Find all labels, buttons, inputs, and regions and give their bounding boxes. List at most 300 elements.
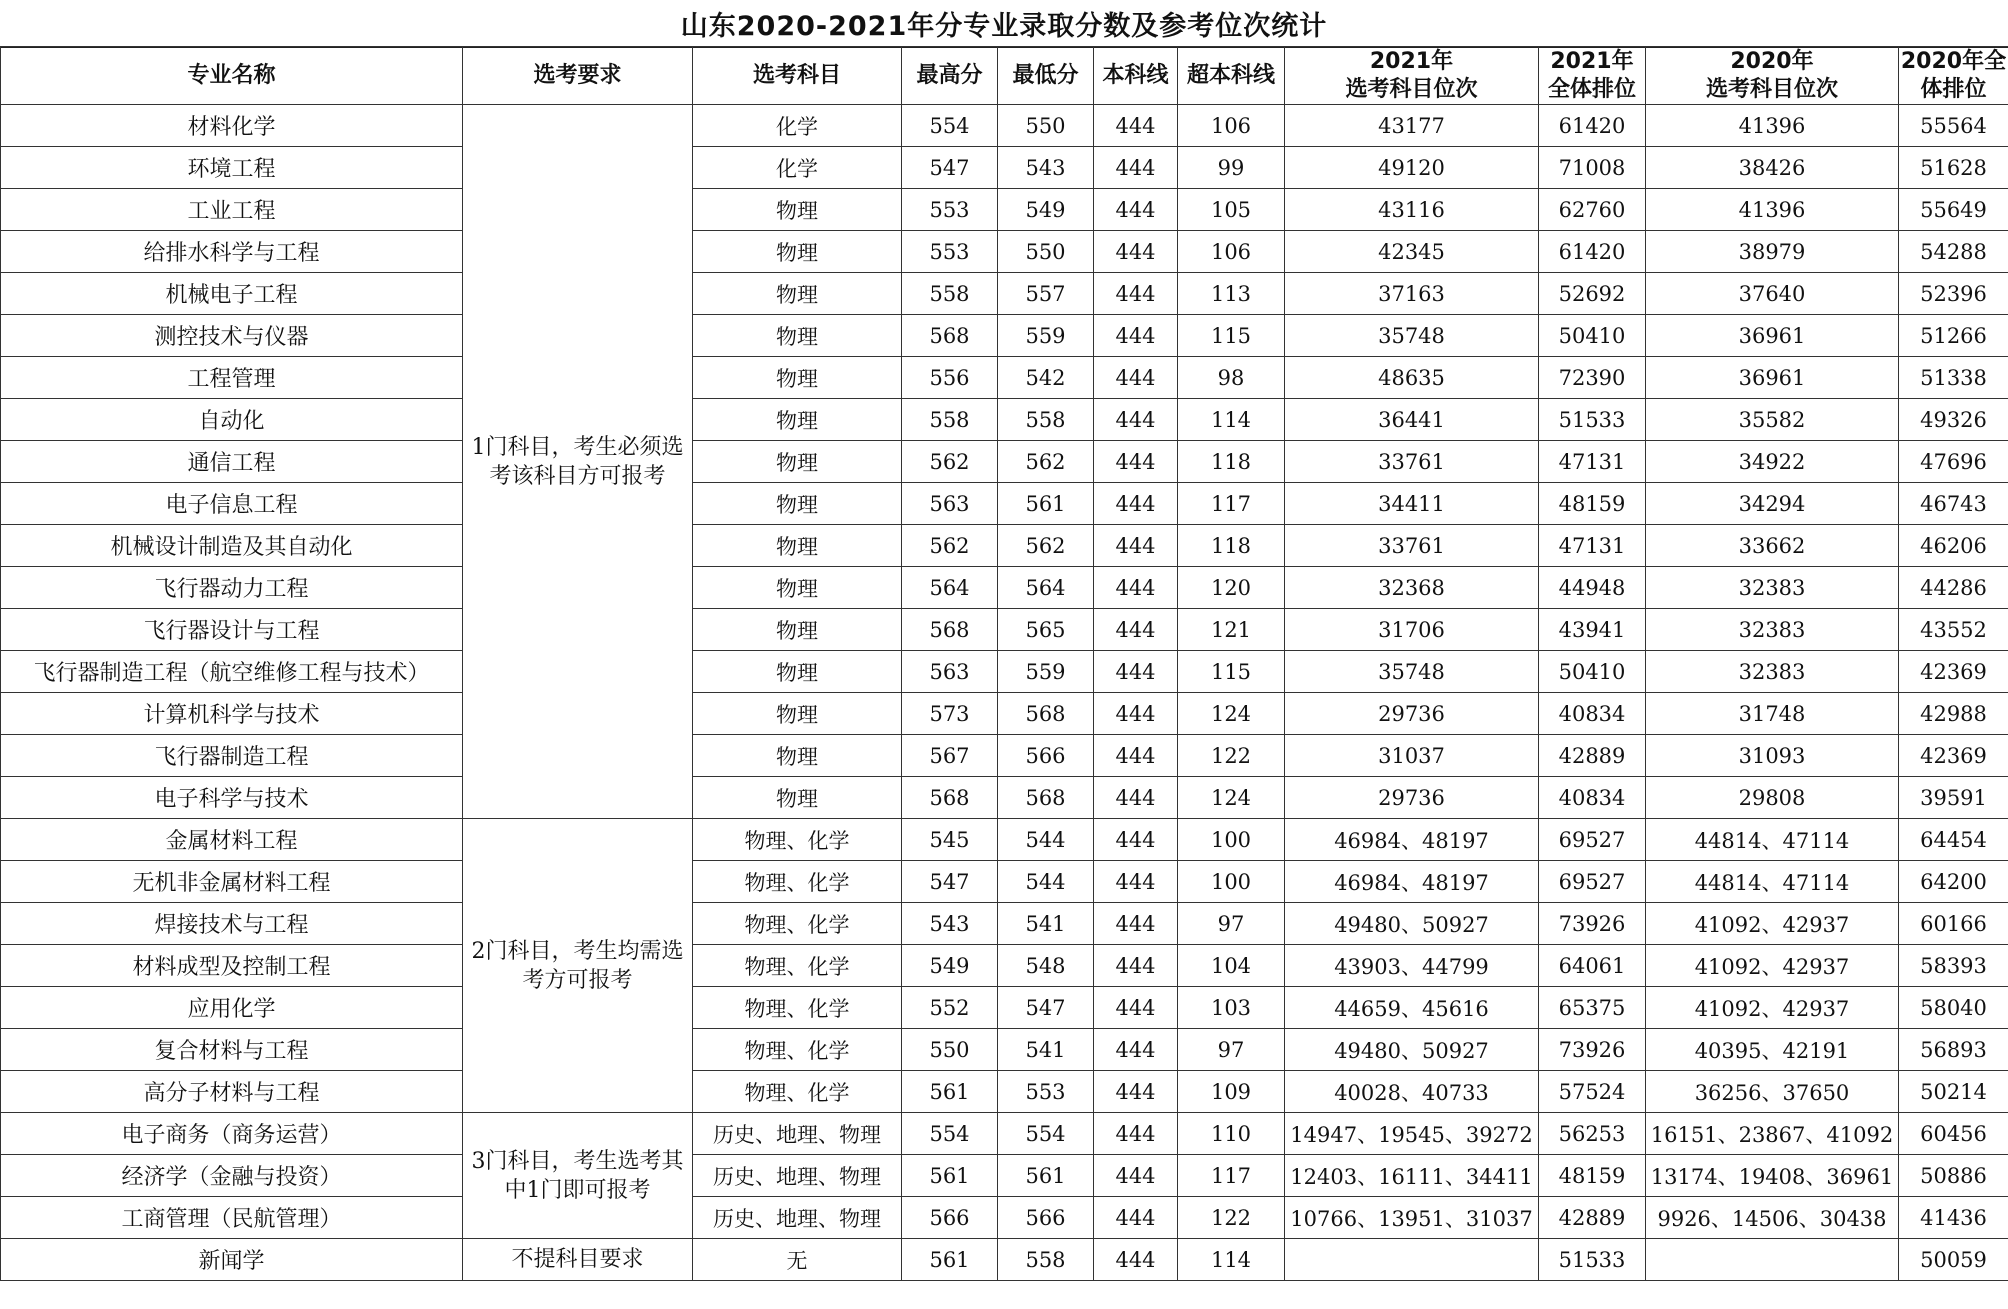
cell-rank2020-subject: 44814、47114 <box>1646 819 1899 861</box>
cell-over: 106 <box>1178 105 1285 147</box>
cell-max: 561 <box>902 1155 998 1197</box>
cell-over: 106 <box>1178 231 1285 273</box>
table-row <box>1 105 2008 147</box>
cell-max: 547 <box>902 147 998 189</box>
cell-subjects: 物理 <box>693 357 902 399</box>
cell-rank2021-overall: 69527 <box>1539 819 1646 861</box>
header-max: 最高分 <box>902 47 998 105</box>
table-row <box>1 861 2008 903</box>
cell-subjects: 历史、地理、物理 <box>693 1155 902 1197</box>
cell-rank2020-subject: 16151、23867、41092 <box>1646 1113 1899 1155</box>
cell-rank2021-overall: 61420 <box>1539 231 1646 273</box>
cell-min: 548 <box>998 945 1094 987</box>
cell-line: 444 <box>1094 273 1178 315</box>
cell-rank2020-overall: 50886 <box>1899 1155 2008 1197</box>
cell-rank2020-overall: 44286 <box>1899 567 2008 609</box>
cell-subjects: 物理 <box>693 441 902 483</box>
cell-rank2020-overall: 60456 <box>1899 1113 2008 1155</box>
cell-max: 568 <box>902 777 998 819</box>
cell-subjects: 物理 <box>693 609 902 651</box>
cell-min: 558 <box>998 399 1094 441</box>
cell-max: 553 <box>902 231 998 273</box>
cell-line: 444 <box>1094 441 1178 483</box>
cell-line: 444 <box>1094 1197 1178 1239</box>
cell-subjects: 物理 <box>693 273 902 315</box>
cell-rank2020-overall: 39591 <box>1899 777 2008 819</box>
cell-rank2021-overall: 61420 <box>1539 105 1646 147</box>
cell-rank2021-subject: 44659、45616 <box>1285 987 1539 1029</box>
table-row <box>1 903 2008 945</box>
cell-max: 547 <box>902 861 998 903</box>
cell-over: 122 <box>1178 735 1285 777</box>
cell-min: 550 <box>998 105 1094 147</box>
cell-rank2021-overall: 64061 <box>1539 945 1646 987</box>
header-over: 超本科线 <box>1178 47 1285 105</box>
cell-min: 549 <box>998 189 1094 231</box>
cell-name: 测控技术与仪器 <box>1 315 463 357</box>
cell-min: 559 <box>998 651 1094 693</box>
cell-rank2020-overall: 47696 <box>1899 441 2008 483</box>
cell-subjects: 物理、化学 <box>693 1071 902 1113</box>
cell-name: 金属材料工程 <box>1 819 463 861</box>
cell-max: 550 <box>902 1029 998 1071</box>
cell-line: 444 <box>1094 1155 1178 1197</box>
cell-rank2020-subject: 38979 <box>1646 231 1899 273</box>
cell-name: 材料化学 <box>1 105 463 147</box>
cell-line: 444 <box>1094 735 1178 777</box>
cell-subjects: 物理、化学 <box>693 1029 902 1071</box>
cell-min: 544 <box>998 861 1094 903</box>
cell-max: 558 <box>902 273 998 315</box>
cell-min: 547 <box>998 987 1094 1029</box>
cell-rank2020-overall: 50214 <box>1899 1071 2008 1113</box>
cell-rank2021-overall: 48159 <box>1539 483 1646 525</box>
cell-rank2021-subject: 36441 <box>1285 399 1539 441</box>
cell-rank2020-overall: 42369 <box>1899 651 2008 693</box>
header-name: 专业名称 <box>1 47 463 105</box>
score-table <box>0 46 2008 1281</box>
cell-rank2020-subject: 32383 <box>1646 651 1899 693</box>
cell-min: 562 <box>998 525 1094 567</box>
table-row <box>1 483 2008 525</box>
cell-max: 568 <box>902 315 998 357</box>
cell-max: 563 <box>902 651 998 693</box>
cell-max: 554 <box>902 105 998 147</box>
cell-line: 444 <box>1094 231 1178 273</box>
cell-max: 549 <box>902 945 998 987</box>
cell-subjects: 物理 <box>693 231 902 273</box>
cell-min: 542 <box>998 357 1094 399</box>
cell-line: 444 <box>1094 189 1178 231</box>
table-row <box>1 315 2008 357</box>
cell-line: 444 <box>1094 567 1178 609</box>
cell-rank2020-subject: 41092、42937 <box>1646 945 1899 987</box>
cell-line: 444 <box>1094 609 1178 651</box>
cell-max: 554 <box>902 1113 998 1155</box>
cell-rank2020-subject: 35582 <box>1646 399 1899 441</box>
cell-line: 444 <box>1094 819 1178 861</box>
cell-max: 543 <box>902 903 998 945</box>
cell-min: 564 <box>998 567 1094 609</box>
cell-rank2021-subject: 29736 <box>1285 777 1539 819</box>
cell-over: 114 <box>1178 1239 1285 1281</box>
cell-over: 97 <box>1178 903 1285 945</box>
cell-rank2021-overall: 51533 <box>1539 1239 1646 1281</box>
cell-name: 自动化 <box>1 399 463 441</box>
cell-rank2021-subject: 43116 <box>1285 189 1539 231</box>
cell-requirement: 1门科目，考生必须选考该科目方可报考 <box>463 105 693 819</box>
cell-rank2021-subject: 14947、19545、39272 <box>1285 1113 1539 1155</box>
cell-subjects: 物理 <box>693 315 902 357</box>
cell-line: 444 <box>1094 525 1178 567</box>
cell-line: 444 <box>1094 903 1178 945</box>
cell-rank2020-overall: 50059 <box>1899 1239 2008 1281</box>
cell-over: 124 <box>1178 693 1285 735</box>
cell-min: 561 <box>998 483 1094 525</box>
cell-min: 562 <box>998 441 1094 483</box>
cell-rank2021-overall: 44948 <box>1539 567 1646 609</box>
cell-rank2020-overall: 56893 <box>1899 1029 2008 1071</box>
cell-over: 120 <box>1178 567 1285 609</box>
cell-rank2021-overall: 56253 <box>1539 1113 1646 1155</box>
cell-name: 经济学（金融与投资） <box>1 1155 463 1197</box>
cell-rank2020-subject: 29808 <box>1646 777 1899 819</box>
cell-rank2020-subject: 13174、19408、36961 <box>1646 1155 1899 1197</box>
cell-subjects: 无 <box>693 1239 902 1281</box>
cell-rank2021-subject: 46984、48197 <box>1285 819 1539 861</box>
cell-over: 105 <box>1178 189 1285 231</box>
cell-line: 444 <box>1094 861 1178 903</box>
table-row <box>1 609 2008 651</box>
cell-max: 561 <box>902 1239 998 1281</box>
cell-over: 124 <box>1178 777 1285 819</box>
table-row <box>1 357 2008 399</box>
cell-rank2020-overall: 42369 <box>1899 735 2008 777</box>
table-row <box>1 819 2008 861</box>
cell-name: 机械电子工程 <box>1 273 463 315</box>
table-row <box>1 1155 2008 1197</box>
cell-subjects: 物理、化学 <box>693 903 902 945</box>
cell-name: 电子科学与技术 <box>1 777 463 819</box>
cell-rank2021-subject: 43177 <box>1285 105 1539 147</box>
table-body <box>1 105 2008 1281</box>
header-rank2021-overall: 2021年 全体排位 <box>1539 47 1646 105</box>
cell-name: 应用化学 <box>1 987 463 1029</box>
cell-max: 564 <box>902 567 998 609</box>
cell-line: 444 <box>1094 105 1178 147</box>
cell-subjects: 物理 <box>693 525 902 567</box>
cell-subjects: 物理 <box>693 567 902 609</box>
cell-rank2021-subject: 31706 <box>1285 609 1539 651</box>
cell-min: 568 <box>998 777 1094 819</box>
table-row <box>1 231 2008 273</box>
cell-over: 117 <box>1178 1155 1285 1197</box>
cell-name: 材料成型及控制工程 <box>1 945 463 987</box>
cell-over: 97 <box>1178 1029 1285 1071</box>
cell-requirement: 3门科目，考生选考其中1门即可报考 <box>463 1113 693 1239</box>
cell-over: 100 <box>1178 819 1285 861</box>
cell-rank2021-overall: 43941 <box>1539 609 1646 651</box>
header-row <box>1 47 2008 105</box>
cell-subjects: 物理 <box>693 483 902 525</box>
cell-min: 550 <box>998 231 1094 273</box>
table-row <box>1 693 2008 735</box>
cell-line: 444 <box>1094 945 1178 987</box>
header-rank2021-subject: 2021年 选考科目位次 <box>1285 47 1539 105</box>
cell-line: 444 <box>1094 147 1178 189</box>
cell-max: 567 <box>902 735 998 777</box>
cell-name: 飞行器制造工程 <box>1 735 463 777</box>
cell-over: 114 <box>1178 399 1285 441</box>
cell-line: 444 <box>1094 483 1178 525</box>
cell-rank2021-overall: 47131 <box>1539 441 1646 483</box>
cell-rank2021-subject: 37163 <box>1285 273 1539 315</box>
cell-rank2020-subject: 32383 <box>1646 609 1899 651</box>
cell-line: 444 <box>1094 1029 1178 1071</box>
cell-rank2020-overall: 46206 <box>1899 525 2008 567</box>
cell-subjects: 物理 <box>693 693 902 735</box>
cell-over: 118 <box>1178 441 1285 483</box>
cell-rank2020-subject: 32383 <box>1646 567 1899 609</box>
cell-rank2021-subject: 35748 <box>1285 315 1539 357</box>
cell-name: 无机非金属材料工程 <box>1 861 463 903</box>
cell-subjects: 物理、化学 <box>693 861 902 903</box>
cell-max: 545 <box>902 819 998 861</box>
cell-rank2020-subject <box>1646 1239 1899 1281</box>
cell-over: 122 <box>1178 1197 1285 1239</box>
cell-max: 553 <box>902 189 998 231</box>
cell-line: 444 <box>1094 1113 1178 1155</box>
cell-min: 565 <box>998 609 1094 651</box>
table-row <box>1 735 2008 777</box>
cell-rank2020-overall: 52396 <box>1899 273 2008 315</box>
cell-rank2021-subject: 32368 <box>1285 567 1539 609</box>
table-row <box>1 651 2008 693</box>
cell-line: 444 <box>1094 987 1178 1029</box>
cell-rank2020-overall: 46743 <box>1899 483 2008 525</box>
cell-min: 561 <box>998 1155 1094 1197</box>
cell-rank2021-overall: 40834 <box>1539 777 1646 819</box>
cell-over: 103 <box>1178 987 1285 1029</box>
cell-min: 566 <box>998 735 1094 777</box>
cell-rank2021-subject: 48635 <box>1285 357 1539 399</box>
cell-min: 541 <box>998 1029 1094 1071</box>
table-row <box>1 399 2008 441</box>
cell-rank2021-subject: 12403、16111、34411 <box>1285 1155 1539 1197</box>
cell-min: 558 <box>998 1239 1094 1281</box>
cell-rank2020-overall: 43552 <box>1899 609 2008 651</box>
header-subjects: 选考科目 <box>693 47 902 105</box>
table-row <box>1 147 2008 189</box>
cell-name: 机械设计制造及其自动化 <box>1 525 463 567</box>
cell-rank2021-overall: 42889 <box>1539 1197 1646 1239</box>
cell-rank2020-subject: 36961 <box>1646 315 1899 357</box>
cell-rank2021-overall: 42889 <box>1539 735 1646 777</box>
cell-rank2020-subject: 9926、14506、30438 <box>1646 1197 1899 1239</box>
cell-rank2020-subject: 33662 <box>1646 525 1899 567</box>
cell-max: 562 <box>902 441 998 483</box>
cell-line: 444 <box>1094 315 1178 357</box>
cell-max: 563 <box>902 483 998 525</box>
cell-rank2020-overall: 41436 <box>1899 1197 2008 1239</box>
cell-max: 573 <box>902 693 998 735</box>
cell-rank2020-subject: 40395、42191 <box>1646 1029 1899 1071</box>
cell-rank2020-subject: 37640 <box>1646 273 1899 315</box>
cell-name: 复合材料与工程 <box>1 1029 463 1071</box>
cell-max: 556 <box>902 357 998 399</box>
table-row <box>1 777 2008 819</box>
cell-name: 环境工程 <box>1 147 463 189</box>
cell-name: 高分子材料与工程 <box>1 1071 463 1113</box>
cell-rank2020-overall: 64200 <box>1899 861 2008 903</box>
cell-rank2021-overall: 71008 <box>1539 147 1646 189</box>
cell-over: 104 <box>1178 945 1285 987</box>
cell-rank2020-overall: 51266 <box>1899 315 2008 357</box>
cell-rank2021-overall: 40834 <box>1539 693 1646 735</box>
cell-min: 543 <box>998 147 1094 189</box>
cell-name: 飞行器制造工程（航空维修工程与技术） <box>1 651 463 693</box>
cell-line: 444 <box>1094 1071 1178 1113</box>
table-row <box>1 1071 2008 1113</box>
cell-line: 444 <box>1094 777 1178 819</box>
cell-rank2020-subject: 36256、37650 <box>1646 1071 1899 1113</box>
cell-rank2020-overall: 54288 <box>1899 231 2008 273</box>
cell-min: 553 <box>998 1071 1094 1113</box>
cell-name: 通信工程 <box>1 441 463 483</box>
cell-min: 566 <box>998 1197 1094 1239</box>
cell-rank2020-subject: 41092、42937 <box>1646 987 1899 1029</box>
cell-name: 新闻学 <box>1 1239 463 1281</box>
cell-rank2021-subject: 35748 <box>1285 651 1539 693</box>
table-row <box>1 273 2008 315</box>
cell-subjects: 物理 <box>693 735 902 777</box>
cell-line: 444 <box>1094 1239 1178 1281</box>
cell-rank2020-subject: 38426 <box>1646 147 1899 189</box>
cell-over: 113 <box>1178 273 1285 315</box>
cell-subjects: 物理 <box>693 777 902 819</box>
cell-rank2020-overall: 58393 <box>1899 945 2008 987</box>
cell-rank2021-subject: 33761 <box>1285 441 1539 483</box>
cell-rank2021-subject: 43903、44799 <box>1285 945 1539 987</box>
cell-rank2021-subject: 46984、48197 <box>1285 861 1539 903</box>
table-row <box>1 1197 2008 1239</box>
cell-line: 444 <box>1094 693 1178 735</box>
cell-rank2021-subject: 34411 <box>1285 483 1539 525</box>
header-rank2020-subject: 2020年 选考科目位次 <box>1646 47 1899 105</box>
cell-max: 568 <box>902 609 998 651</box>
cell-over: 110 <box>1178 1113 1285 1155</box>
cell-rank2020-overall: 55564 <box>1899 105 2008 147</box>
cell-name: 工业工程 <box>1 189 463 231</box>
cell-rank2020-subject: 31093 <box>1646 735 1899 777</box>
cell-rank2021-overall: 48159 <box>1539 1155 1646 1197</box>
cell-subjects: 物理 <box>693 651 902 693</box>
cell-max: 561 <box>902 1071 998 1113</box>
cell-over: 100 <box>1178 861 1285 903</box>
cell-over: 117 <box>1178 483 1285 525</box>
cell-rank2021-subject: 31037 <box>1285 735 1539 777</box>
cell-over: 99 <box>1178 147 1285 189</box>
cell-max: 562 <box>902 525 998 567</box>
cell-rank2020-overall: 55649 <box>1899 189 2008 231</box>
cell-min: 568 <box>998 693 1094 735</box>
cell-name: 电子信息工程 <box>1 483 463 525</box>
cell-rank2020-subject: 41396 <box>1646 189 1899 231</box>
cell-subjects: 物理 <box>693 189 902 231</box>
cell-rank2021-overall: 47131 <box>1539 525 1646 567</box>
cell-over: 115 <box>1178 315 1285 357</box>
cell-subjects: 物理、化学 <box>693 987 902 1029</box>
table-row <box>1 987 2008 1029</box>
cell-rank2020-overall: 49326 <box>1899 399 2008 441</box>
cell-rank2020-subject: 41092、42937 <box>1646 903 1899 945</box>
cell-rank2020-overall: 64454 <box>1899 819 2008 861</box>
cell-over: 109 <box>1178 1071 1285 1113</box>
cell-max: 558 <box>902 399 998 441</box>
header-line: 本科线 <box>1094 47 1178 105</box>
cell-over: 115 <box>1178 651 1285 693</box>
cell-rank2021-subject: 40028、40733 <box>1285 1071 1539 1113</box>
header-rank2020-overall: 2020年全 体排位 <box>1899 47 2008 105</box>
cell-name: 飞行器动力工程 <box>1 567 463 609</box>
cell-rank2021-overall: 73926 <box>1539 903 1646 945</box>
cell-name: 工程管理 <box>1 357 463 399</box>
cell-rank2021-overall: 50410 <box>1539 315 1646 357</box>
cell-rank2021-overall: 65375 <box>1539 987 1646 1029</box>
cell-rank2020-subject: 34294 <box>1646 483 1899 525</box>
cell-line: 444 <box>1094 399 1178 441</box>
cell-line: 444 <box>1094 651 1178 693</box>
cell-min: 541 <box>998 903 1094 945</box>
cell-requirement: 2门科目，考生均需选考方可报考 <box>463 819 693 1113</box>
header-min: 最低分 <box>998 47 1094 105</box>
cell-subjects: 化学 <box>693 147 902 189</box>
cell-name: 电子商务（商务运营） <box>1 1113 463 1155</box>
table-row <box>1 441 2008 483</box>
cell-subjects: 历史、地理、物理 <box>693 1113 902 1155</box>
table-row <box>1 1029 2008 1071</box>
cell-requirement: 不提科目要求 <box>463 1239 693 1281</box>
cell-rank2021-overall: 57524 <box>1539 1071 1646 1113</box>
cell-subjects: 物理 <box>693 399 902 441</box>
cell-over: 121 <box>1178 609 1285 651</box>
cell-rank2021-subject <box>1285 1239 1539 1281</box>
cell-min: 544 <box>998 819 1094 861</box>
cell-rank2020-overall: 60166 <box>1899 903 2008 945</box>
table-row <box>1 567 2008 609</box>
cell-over: 118 <box>1178 525 1285 567</box>
cell-subjects: 化学 <box>693 105 902 147</box>
cell-rank2021-overall: 72390 <box>1539 357 1646 399</box>
cell-rank2020-subject: 41396 <box>1646 105 1899 147</box>
cell-over: 98 <box>1178 357 1285 399</box>
cell-name: 计算机科学与技术 <box>1 693 463 735</box>
cell-name: 给排水科学与工程 <box>1 231 463 273</box>
cell-rank2021-subject: 49120 <box>1285 147 1539 189</box>
cell-rank2021-overall: 52692 <box>1539 273 1646 315</box>
cell-subjects: 物理、化学 <box>693 819 902 861</box>
table-row <box>1 1239 2008 1281</box>
header-requirement: 选考要求 <box>463 47 693 105</box>
cell-rank2021-overall: 51533 <box>1539 399 1646 441</box>
cell-rank2021-subject: 10766、13951、31037 <box>1285 1197 1539 1239</box>
cell-rank2021-subject: 49480、50927 <box>1285 903 1539 945</box>
cell-name: 工商管理（民航管理） <box>1 1197 463 1239</box>
table-title: 山东2020-2021年分专业录取分数及参考位次统计 <box>0 0 2008 48</box>
cell-rank2021-overall: 73926 <box>1539 1029 1646 1071</box>
cell-rank2020-subject: 44814、47114 <box>1646 861 1899 903</box>
cell-rank2021-subject: 29736 <box>1285 693 1539 735</box>
